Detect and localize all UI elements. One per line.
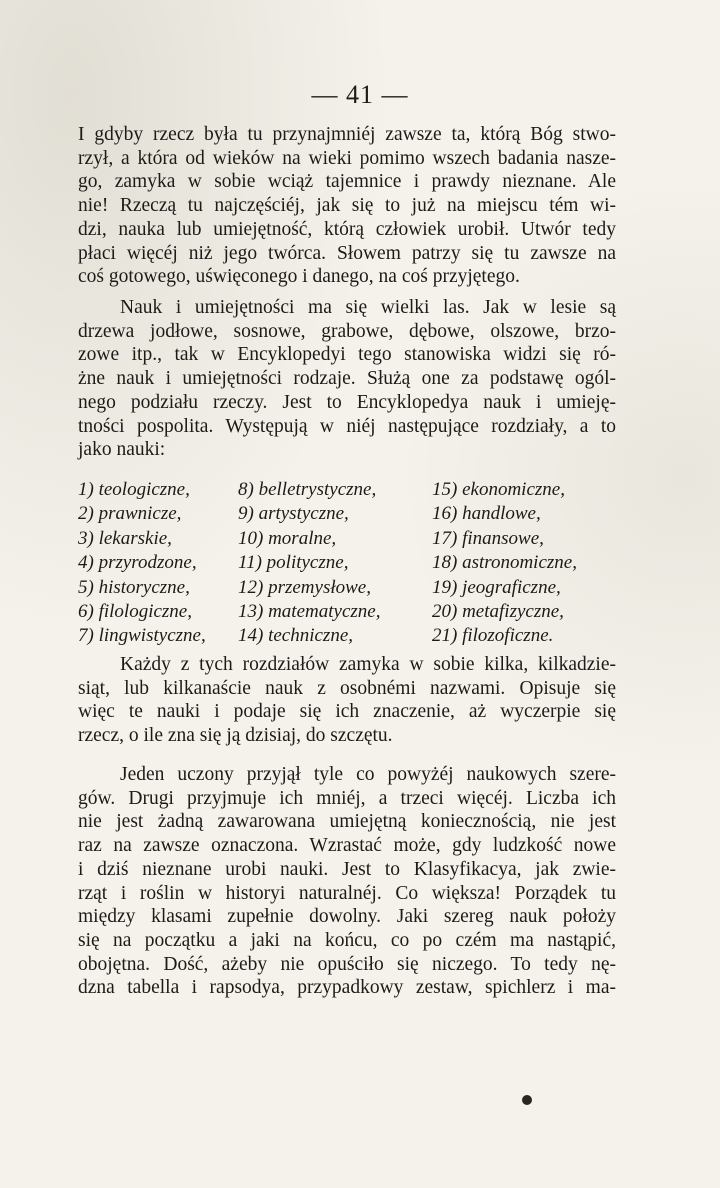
list-column-2 [238, 478, 438, 649]
text-line: jako nauki: [78, 439, 166, 461]
page-number: — 41 — [311, 80, 409, 109]
list-item: 17) finansowe, [432, 527, 544, 549]
text-line: tności pospolita. Występują w niéj następujące rozdziały, a to [78, 415, 616, 437]
paragraph-3 [78, 653, 616, 748]
list-item: 5) historyczne, [78, 576, 190, 598]
text-line: dzna tabella i rapsodya, przypadkowy zestaw, spichlerz i ma- [78, 977, 616, 999]
text-line: nie! Rzeczą tu najczęściéj, jak się to już na miejscu tém wi- [78, 195, 616, 217]
list-item: 11) polityczne, [238, 552, 349, 574]
text-line: zowe itp., tak w Encyklopedyi tego stanowiska widzi się ró- [78, 344, 616, 366]
list-item: 4) przyrodzone, [78, 552, 197, 574]
text-line: nie jest żadną zawarowana umiejętną koniecznością, nie jest [78, 811, 616, 833]
list-item: 3) lekarskie, [78, 527, 172, 549]
text-line: Jeden uczony przyjął tyle co powyżéj naukowych szere- [120, 764, 616, 785]
text-line: siąt, lub kilkanaście nauk z osobnémi nazwami. Opisuje się [78, 677, 616, 699]
list-item: 1) teologiczne, [78, 479, 190, 500]
ink-spot [522, 1095, 532, 1105]
text-line: coś gotowego, uświęconego i danego, na coś przyjętego. [78, 266, 520, 288]
text-line: się na początku a jaki na końcu, co po czém ma nastąpić, [78, 929, 616, 951]
list-item: 18) astronomiczne, [432, 552, 577, 574]
text-line: Każdy z tych rozdziałów zamyka w sobie kilka, kilkadzie- [120, 654, 616, 675]
list-item: 10) moralne, [238, 527, 337, 549]
text-line: dzi, nauka lub umiejętność, którą człowiek urobił. Utwór tedy [78, 218, 616, 240]
list-item: 7) lingwistyczne, [78, 625, 206, 647]
list-item: 16) handlowe, [432, 503, 541, 525]
paragraph-4 [78, 763, 616, 1000]
list-item: 13) matematyczne, [238, 601, 381, 623]
list-item: 9) artystyczne, [238, 503, 349, 525]
list-item: 20) metafizyczne, [432, 601, 564, 623]
text-line: go, zamyka w sobie wciąż tajemnice i prawdy nieznane. Ale [78, 171, 616, 193]
text-line: gów. Drugi przyjmuje ich mniéj, a trzeci więcéj. Liczba ich [78, 787, 616, 809]
text-line: obojętna. Dość, ażeby nie opuściło się niczego. To tedy nę- [78, 953, 616, 975]
paragraph-1 [78, 123, 616, 289]
list-column-3 [432, 478, 632, 649]
text-line: raz na zawsze oznaczona. Wzrastać może, gdy ludzkość nowe [78, 835, 616, 857]
list-column-1 [78, 478, 248, 649]
text-line: między klasami zupełnie dowolny. Jaki szereg nauk położy [78, 906, 616, 928]
list-item: 12) przemysłowe, [238, 576, 371, 598]
list-item: 2) prawnicze, [78, 503, 182, 525]
list-item: 19) jeograficzne, [432, 576, 561, 598]
text-line: rzecz, o ile zna się ją dzisiaj, do szczętu. [78, 725, 393, 747]
list-item: 21) filozoficzne. [432, 625, 554, 647]
list-item: 8) belletrystyczne, [238, 479, 377, 500]
list-item: 6) filologiczne, [78, 601, 192, 623]
text-line: i dziś nieznane urobi nauki. Jest to Klasyfikacya, jak zwie- [78, 858, 616, 880]
list-item: 14) techniczne, [238, 625, 354, 647]
text-line: więc te nauki i podaje się ich znaczenie, aż wyczerpie się [78, 701, 616, 723]
text-line: drzewa jodłowe, sosnowe, grabowe, dębowe, olszowe, brzo- [78, 320, 616, 342]
text-line: Nauk i umiejętności ma się wielki las. Jak w lesie są [120, 297, 616, 318]
text-line: rząt i roślin w historyi naturalnéj. Co większa! Porządek tu [78, 882, 616, 904]
text-line: nego podziału rzeczy. Jest to Encyklopedya nauk i umieję- [78, 391, 616, 413]
list-item: 15) ekonomiczne, [432, 479, 565, 500]
text-line: rzył, a która od wieków na wieki pomimo wszech badania nasze- [78, 147, 616, 169]
paragraph-2 [78, 296, 616, 462]
text-line: płaci więcéj niż jego twórca. Słowem patrzy się tu zawsze na [78, 242, 616, 264]
text-line: I gdyby rzecz była tu przynajmniéj zawsze ta, którą Bóg stwo- [78, 124, 616, 145]
text-line: żne nauk i umiejętności rodzaje. Służą one za podstawę ogól- [78, 368, 616, 390]
